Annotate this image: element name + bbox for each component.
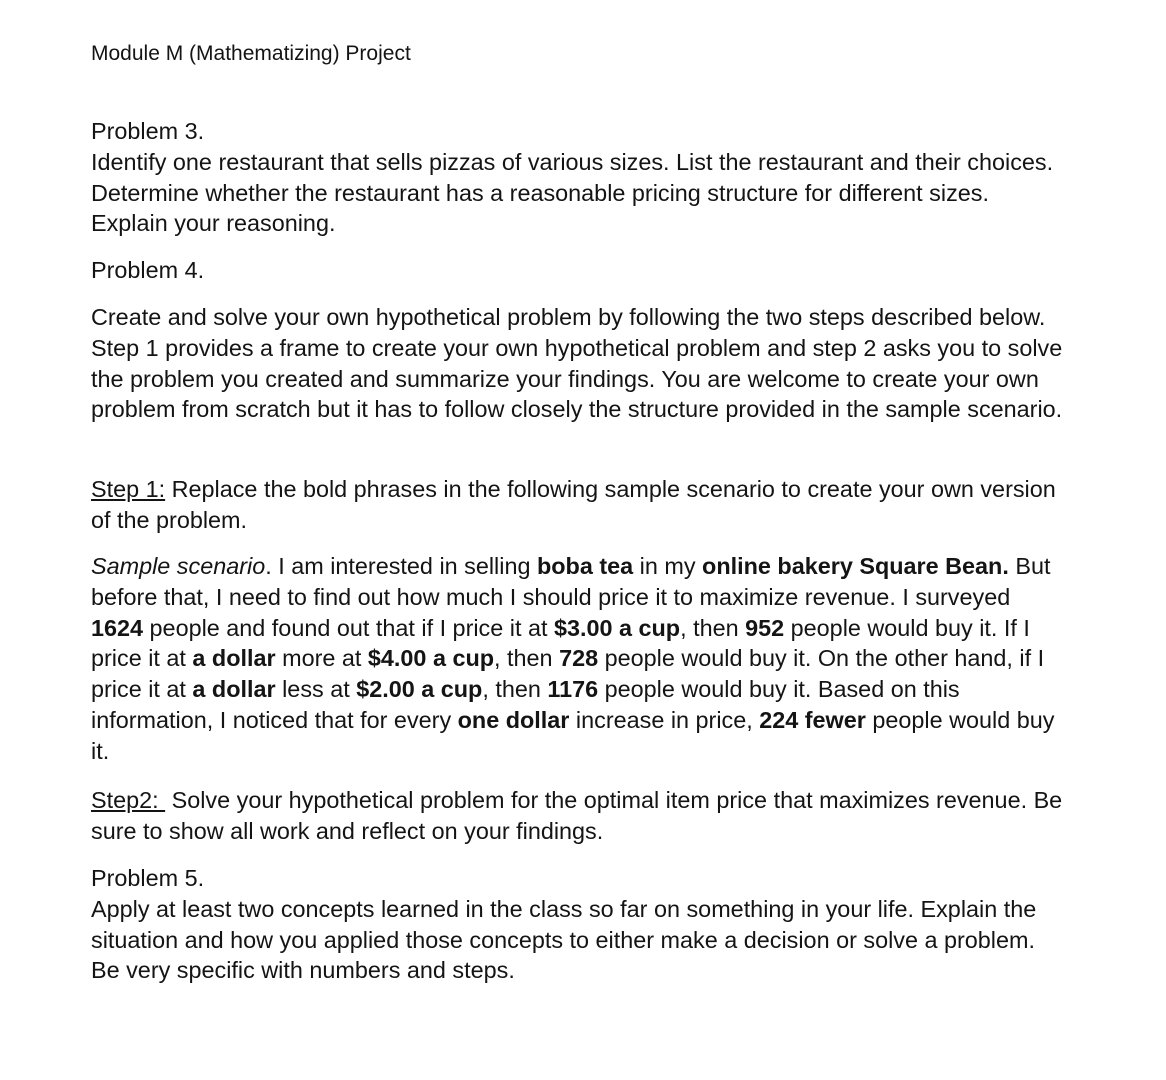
bold-phrase: 728: [559, 645, 599, 672]
step-1-text: Replace the bold phrases in the following sample scenario to create your own version of the problem.: [91, 476, 1056, 533]
problem-5-heading: Problem 5.: [91, 865, 205, 891]
problem-4-heading-text: Problem 4.: [91, 257, 205, 283]
bold-phrase: online bakery Square Bean.: [702, 553, 1009, 579]
problem-3-section: [91, 116, 1066, 239]
problem-4-intro-text: Create and solve your own hypothetical problem by following the two steps described below. Step 1 provides a frame to create your own hypothetical problem and step 2 asks you to solve the problem you created and summarize your findings. You are welcome to create your own problem from scratch but it has to follow closely the structure provided in the sample scenario.: [91, 304, 1063, 423]
document-header: Module M (Mathematizing) Project: [91, 42, 411, 65]
bold-phrase: 1176: [547, 676, 599, 703]
step-1-label: Step 1:: [91, 476, 166, 502]
problem-3-heading: Problem 3.: [91, 118, 205, 144]
problem-3-text: Identify one restaurant that sells pizzas of various sizes. List the restaurant and their choices. Determine whether the restaurant has a reasonable pricing structure for different sizes. Explain your reasoning.: [91, 148, 1054, 237]
bold-phrase: one dollar: [457, 706, 570, 733]
sample-text: people would buy it. If I price it at: [91, 614, 1030, 672]
step-2-text: Solve your hypothetical problem for the optimal item price that maximizes revenue. Be sure to show all work and reflect on your findings.: [91, 787, 1063, 844]
step-2-paragraph: [91, 785, 1066, 847]
sample-text: in my: [633, 553, 703, 579]
sample-text: increase in price,: [569, 706, 760, 733]
sample-text: people would buy it.: [91, 706, 1055, 764]
bold-phrase: $4.00 a cup: [367, 645, 495, 672]
sample-text: , then: [482, 676, 548, 703]
bold-phrase: $2.00 a cup: [356, 676, 483, 703]
sample-text: . I am interested in selling: [265, 553, 537, 579]
sample-text: people would buy it. Based on this information, I noticed that for every: [91, 676, 960, 733]
sample-text: people and found out that if I price it at: [143, 614, 554, 641]
sample-text: , then: [680, 614, 746, 641]
bold-phrase: 224 fewer: [759, 706, 866, 733]
bold-phrase: a dollar: [192, 645, 276, 672]
problem-5-text: Apply at least two concepts learned in the class so far on something in your life. Explain the situation and how you applied those concepts to either make a decision or solve a problem. Be very specific with numbers and steps.: [91, 895, 1037, 984]
sample-text: , then: [494, 645, 560, 672]
step-2-label: Step2:: [91, 787, 166, 813]
sample-scenario-paragraph: [91, 551, 1066, 767]
bold-phrase: $3.00 a cup: [553, 614, 681, 641]
sample-text: But before that, I need to find out how much I should price it to maximize revenue. I surveyed: [91, 553, 1051, 610]
bold-phrase: 952: [745, 614, 785, 641]
bold-phrase: boba tea: [536, 553, 634, 579]
problem-4-intro: [91, 302, 1066, 425]
sample-text: people would buy it. On the other hand, if I price it at: [91, 645, 1045, 703]
sample-scenario-label: Sample scenario: [91, 553, 266, 579]
bold-phrase: 1624: [91, 614, 144, 641]
sample-text: more at: [275, 645, 368, 672]
bold-phrase: a dollar: [192, 676, 276, 703]
problem-5-section: [91, 863, 1066, 986]
step-1-paragraph: [91, 474, 1066, 536]
problem-4-heading: [91, 255, 1066, 286]
sample-text: less at: [275, 676, 357, 703]
